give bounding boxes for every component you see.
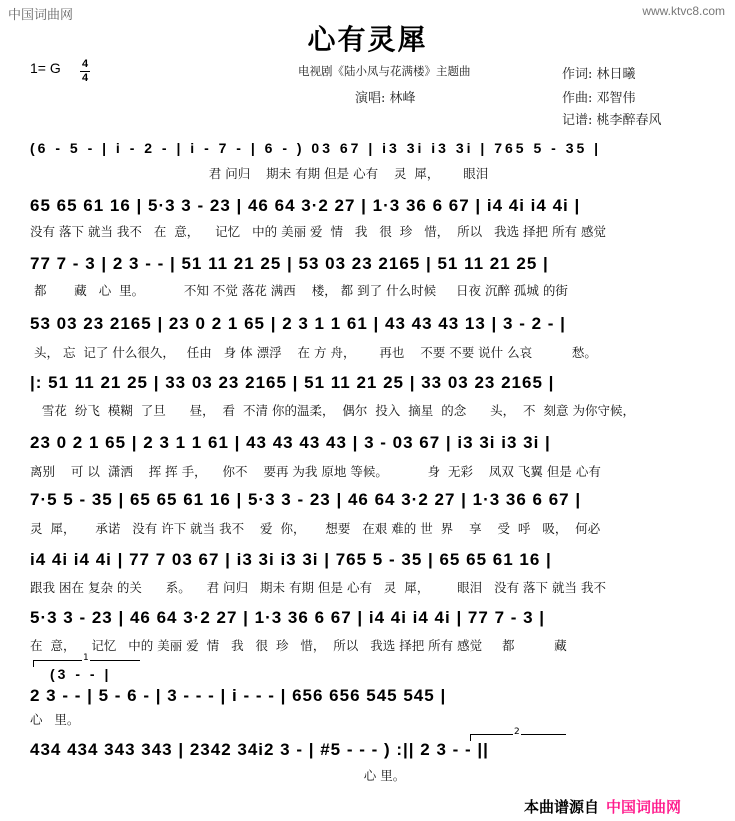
notes: 434 434 343 343 | 2342 34i2 3 - | #5 - - - ) :|| 2 3 - - || <box>30 740 489 759</box>
time-signature-bottom: 4 <box>81 72 89 84</box>
notes: i4 4i i4 4i | 77 7 03 67 | i3 3i i3 3i | 765 5 - 35 | 65 65 61 16 | <box>30 550 552 569</box>
lyrics: 心 里。 <box>30 712 80 727</box>
key-signature: 1= G <box>30 60 61 76</box>
notes: (6 - 5 - | i - 2 - | i - 7 - | 6 - ) 03 67 | i3 3i i3 3i | 765 5 - 35 | <box>30 140 602 156</box>
notes: 53 03 23 2165 | 23 0 2 1 65 | 2 3 1 1 61 | 43 43 43 13 | 3 - 2 - | <box>30 314 566 333</box>
lyricist-credit: 作词: 林日曦 <box>562 67 636 82</box>
volta-bracket-2: 2 <box>470 734 566 741</box>
lyrics: 没有 落下 就当 我不 在 意， 记忆 中的 美丽 爱 情 我 很 珍 惜， 所以 我选 择把 所有 感觉 <box>30 224 606 239</box>
composer-credit: 作曲: 邓智伟 <box>562 91 636 106</box>
lyrics: 头， 忘 记了 什么很久， 任由 身 体 漂浮 在 方 舟， 再也 不要 不要 说什 么哀 愁。 <box>30 345 597 360</box>
notes: 65 65 61 16 | 5·3 3 - 23 | 46 64 3·2 27 | 1·3 36 6 67 | i4 4i i4 4i | <box>30 196 581 215</box>
volta-bracket-1: 1 <box>33 660 140 667</box>
lyrics: 君 问归 期未 有期 但是 心有 灵 犀， 眼泪 <box>30 166 489 181</box>
lyrics: 都 藏 心 里。 不知 不觉 落花 满西 楼， 都 到了 什么时候 日夜 沉醉 孤城 的街 <box>30 283 568 298</box>
time-signature <box>80 59 90 84</box>
lyrics: 在 意， 记忆 中的 美丽 爱 情 我 很 珍 惜， 所以 我选 择把 所有 感觉 都 藏 <box>30 638 567 653</box>
song-title: 心有灵犀 <box>307 23 428 56</box>
notes: 2 3 - - | 5 - 6 - | 3 - - - | i - - - | 656 656 545 545 | <box>30 686 447 705</box>
notes: |: 51 11 21 25 | 33 03 23 2165 | 51 11 21 25 | 33 03 23 2165 | <box>30 373 555 392</box>
lyrics: 雪花 纷飞 模糊 了旦 昼， 看 不清 你的温柔， 偶尔 投入 摘星 的念 头， 不 刻意 为你守候， <box>30 403 635 418</box>
subtitle: 电视剧《陆小凤与花满楼》主题曲 <box>298 64 471 78</box>
source-label: 本曲谱源自 <box>524 798 600 816</box>
lyrics: 离别 可 以 潇洒 挥 挥 手， 你不 要再 为我 原地 等候。 身 无彩 凤双 飞翼 但是 心有 <box>30 464 601 479</box>
lyrics: 心 里。 <box>30 768 406 783</box>
notes: 7·5 5 - 35 | 65 65 61 16 | 5·3 3 - 23 | 46 64 3·2 27 | 1·3 36 6 67 | <box>30 490 582 509</box>
site-name: 中国词曲网 <box>8 8 74 23</box>
notes: 77 7 - 3 | 2 3 - - | 51 11 21 25 | 53 03 23 2165 | 51 11 21 25 | <box>30 254 549 273</box>
time-signature-top: 4 <box>81 58 89 70</box>
transcriber-credit: 记谱: 桃李醉春风 <box>562 113 662 128</box>
lyrics: 跟我 困在 复杂 的关 系。 君 问归 期未 有期 但是 心有 灵 犀， 眼泪 没有 落下 就当 我不 <box>30 580 606 595</box>
notes: 5·3 3 - 23 | 46 64 3·2 27 | 1·3 36 6 67 | i4 4i i4 4i | 77 7 - 3 | <box>30 608 546 627</box>
volta-1-notes: (3 - - | <box>50 666 112 682</box>
notes: 23 0 2 1 65 | 2 3 1 1 61 | 43 43 43 43 | 3 - 03 67 | i3 3i i3 3i | <box>30 433 551 452</box>
site-url[interactable]: www.ktvc8.com <box>642 4 725 18</box>
lyrics: 灵 犀， 承诺 没有 许下 就当 我不 爱 你， 想要 在艰 难的 世 界 享 受 呼 吸， 何必 <box>30 521 601 536</box>
singer-credit: 演唱: 林峰 <box>355 91 416 106</box>
source-site-link[interactable]: 中国词曲网 <box>606 798 682 816</box>
